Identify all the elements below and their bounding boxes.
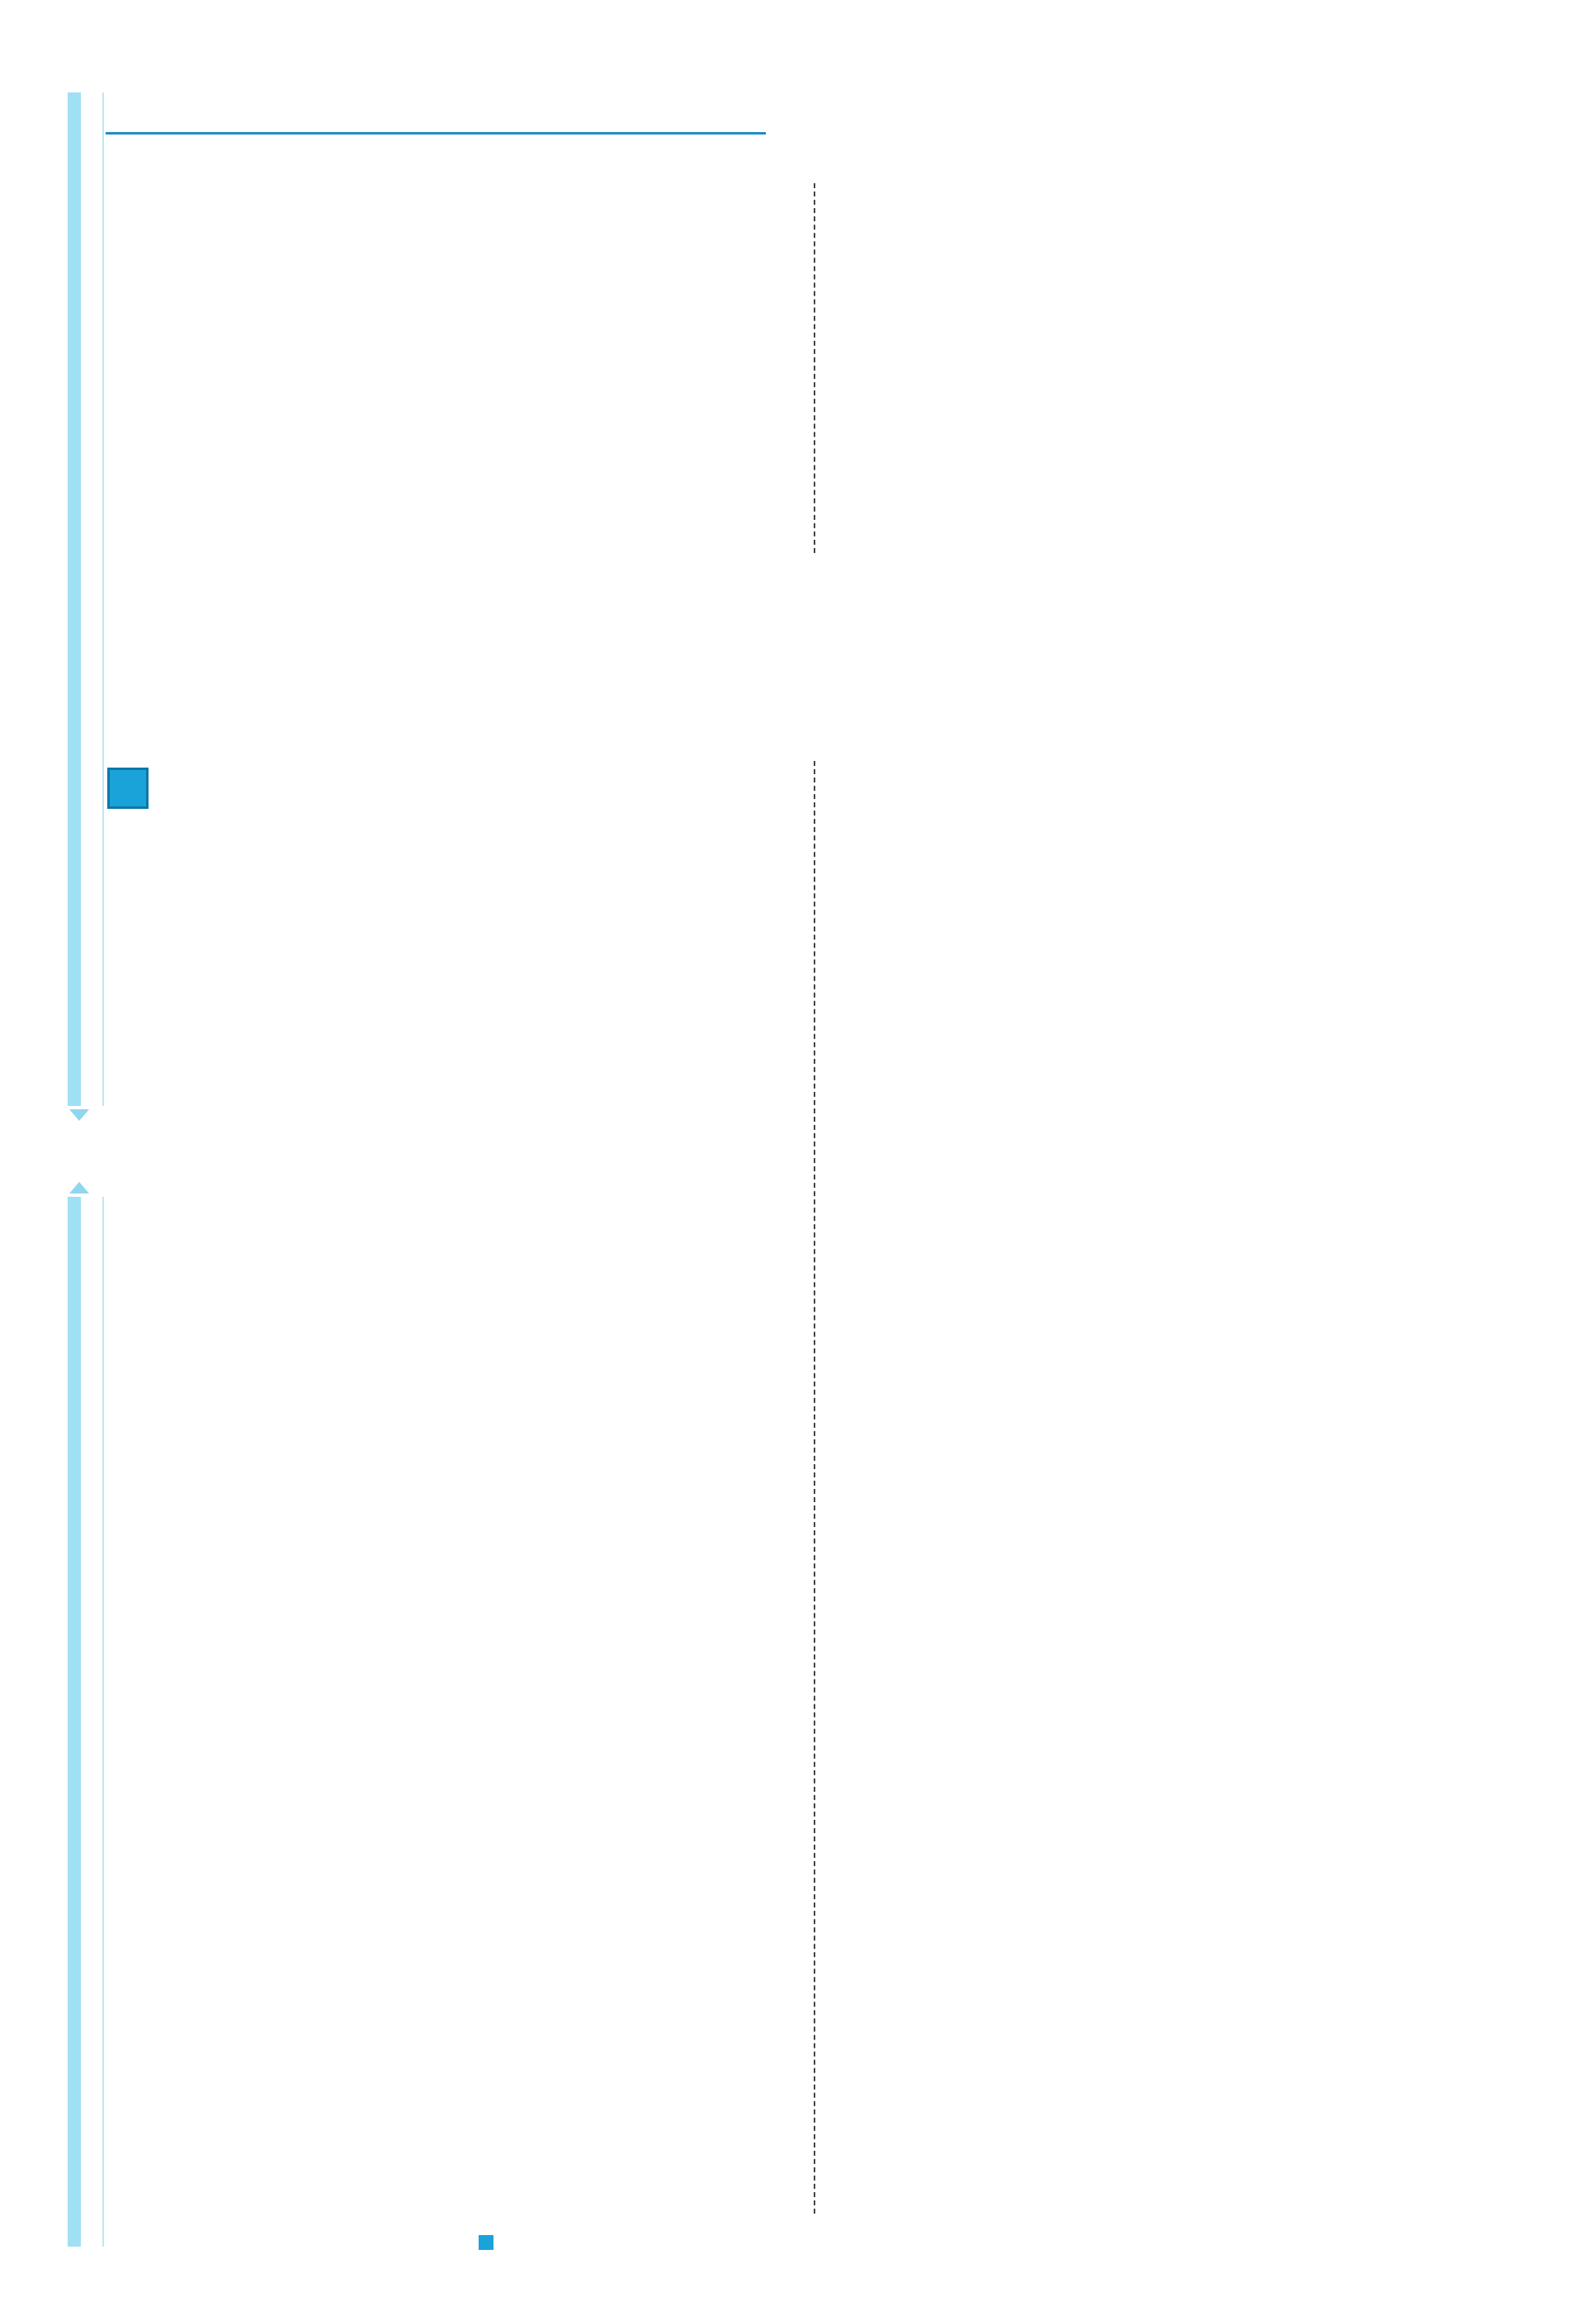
column-divider-top — [814, 183, 815, 553]
column-divider-bottom — [814, 761, 815, 2214]
triangle-up-marker — [69, 1109, 89, 1121]
triangle-down-marker — [69, 1182, 89, 1193]
page-header — [106, 92, 150, 134]
header-rule — [106, 132, 766, 135]
left-text-column — [107, 768, 776, 809]
zhi-badge — [107, 768, 149, 809]
section-heading — [107, 768, 776, 809]
bottom-square-marker — [479, 2235, 493, 2250]
